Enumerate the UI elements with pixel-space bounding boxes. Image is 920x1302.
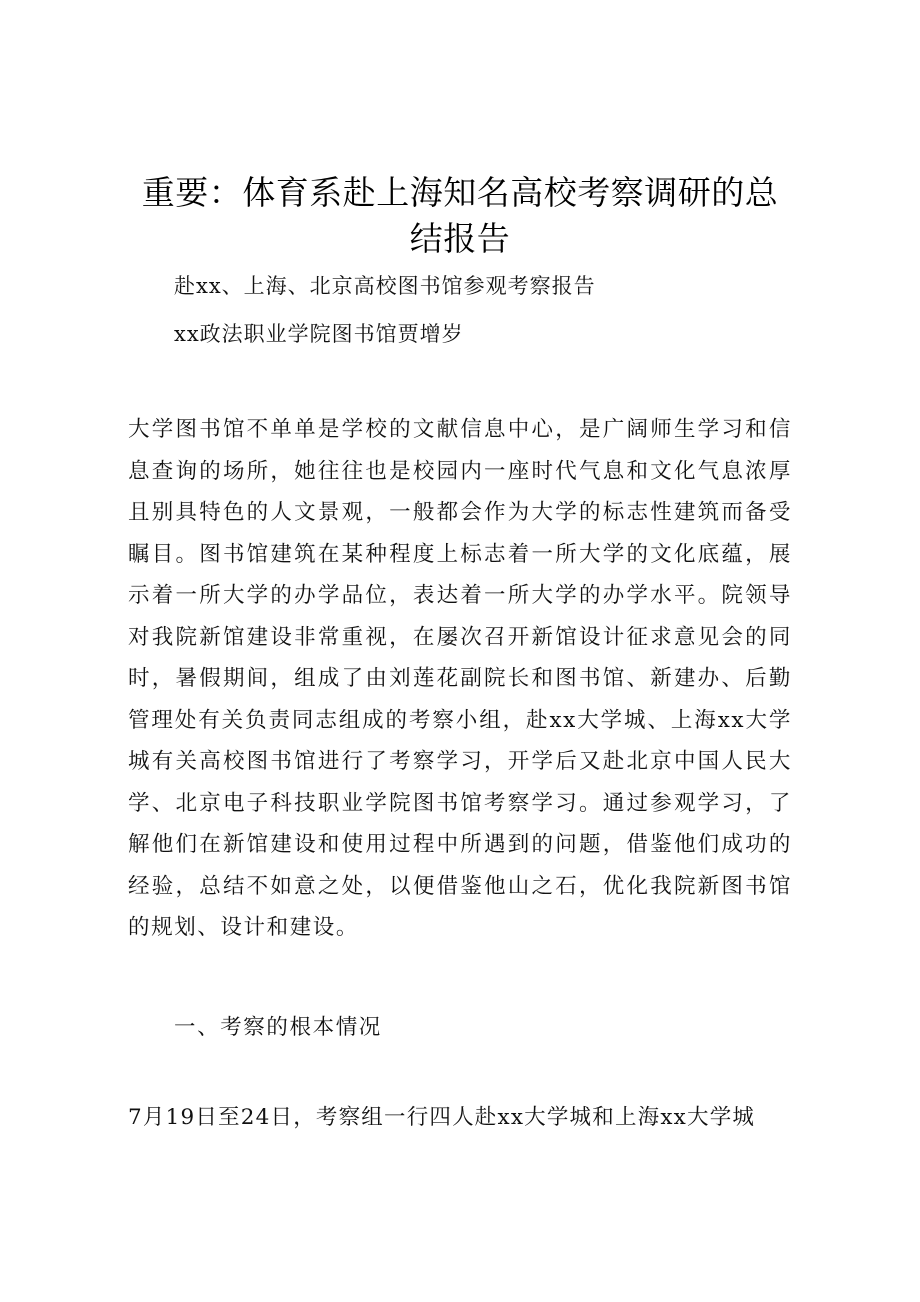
section-heading: 一、考察的根本情况	[174, 1015, 382, 1040]
date-paragraph: 7月19日至24日，考察组一行四人赴xx大学城和上海xx大学城	[128, 1105, 756, 1130]
subtitle-author: xx政法职业学院图书馆贾增岁	[174, 322, 464, 346]
intro-paragraph: 大学图书馆不单单是学校的文献信息中心，是广阔师生学习和信息查询的场所，她往往也是校园内一座时代气息和文化气息浓厚且别具特色的人文景观，一般都会作为大学的标志性建筑而备受瞩目。图书馆建筑在某种程度上标志着一所大学的文化底蕴，展示着一所大学的办学品位，表达着一所大学的办学水平。院领导对我院新馆建设非常重视，在屡次召开新馆设计征求意见会的同时，暑假期间，组成了由刘莲花副院长和图书馆、新建办、后勤管理处有关负责同志组成的考察小组，赴xx大学城、上海xx大学城有关高校图书馆进行了考察学习，开学后又赴北京中国人民大学、北京电子科技职业学院图书馆考察学习。通过参观学习，了解他们在新馆建设和使用过程中所遇到的问题，借鉴他们成功的经验，总结不如意之处，以便借鉴他山之石，优化我院新图书馆的规划、设计和建设。	[128, 417, 792, 940]
subtitle-report-name: 赴xx、上海、北京高校图书馆参观考察报告	[174, 274, 596, 298]
document-title: 重要：体育系赴上海知名高校考察调研的总结报告	[141, 173, 779, 258]
